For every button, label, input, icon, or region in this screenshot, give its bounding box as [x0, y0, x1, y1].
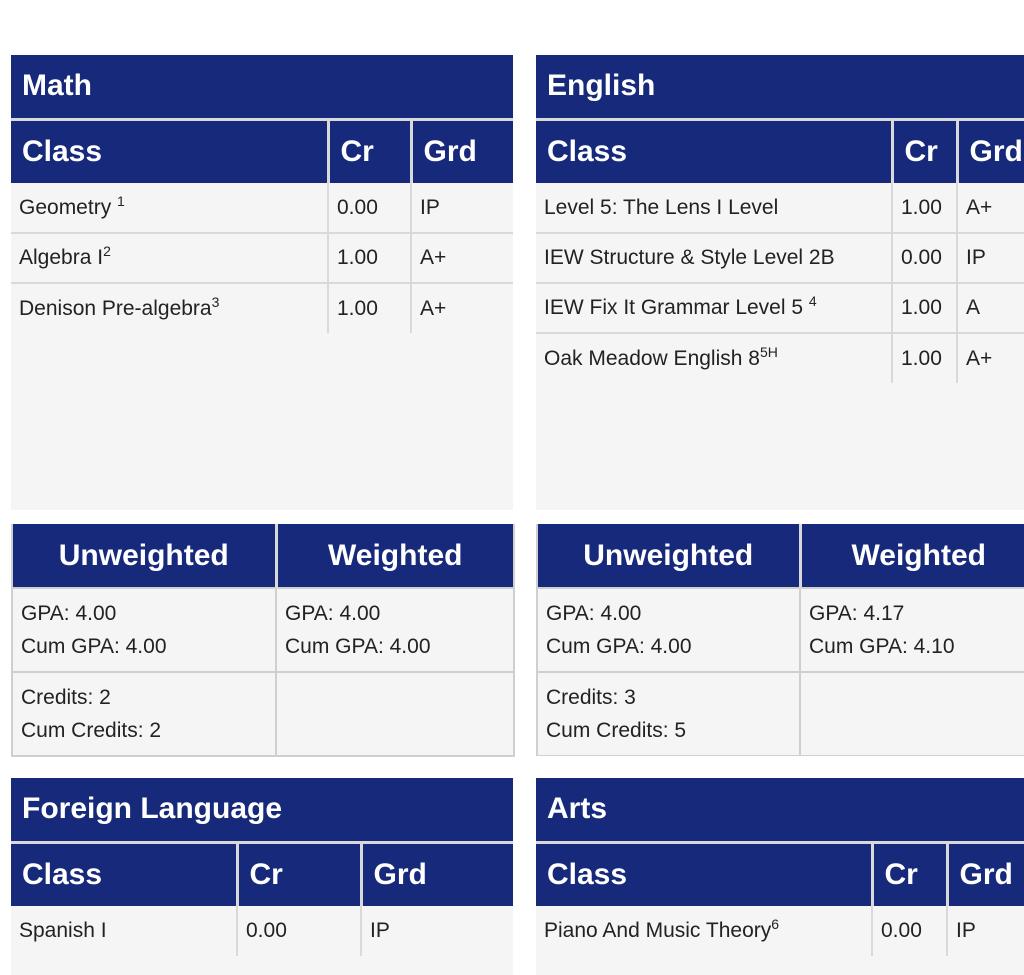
column-header-grade: Grd [957, 119, 1024, 183]
grade-cell: A+ [957, 183, 1024, 233]
column-header-grade: Grd [361, 842, 513, 906]
class-name: Algebra $I^2$ [11, 233, 328, 283]
credits-value: Credits: 2 [21, 686, 111, 709]
credits-cell: 1.00 [892, 183, 957, 233]
credits-cell: 1.00 [328, 283, 411, 333]
empty-cell [800, 672, 1024, 756]
cum-gpa-value: Cum GPA: 4.00 [21, 635, 167, 658]
grade-cell: A+ [411, 233, 513, 283]
credits-cell: 0.00 [237, 906, 361, 956]
class-name: Piano And Music Theory$^6$ [536, 906, 872, 956]
section-title: Arts [536, 778, 1024, 842]
column-header-class: Class [11, 119, 328, 183]
grade-cell: A [957, 283, 1024, 333]
foreign-language-section [11, 778, 513, 975]
footnote-ref[interactable]: 3 [211, 293, 220, 310]
cum-gpa-value: Cum GPA: 4.00 [285, 635, 431, 658]
math-gpa-table [11, 524, 515, 757]
gpa-value: GPA: 4.00 [546, 602, 642, 625]
footnote-ref[interactable]: 5H [759, 343, 778, 360]
section-title: Foreign Language [11, 778, 513, 842]
math-gpa-section [11, 524, 513, 756]
class-name: Level 5: The Lens I Level [536, 183, 892, 233]
class-name: Geometry $^1$ [11, 183, 328, 233]
foreign-language-course-table [11, 778, 513, 956]
credits-cell: 0.00 [328, 183, 411, 233]
credits-cell [537, 672, 800, 756]
credits-value: Credits: 3 [546, 686, 636, 709]
weighted-gpa-cell [276, 588, 514, 672]
cum-credits-value: Cum Credits: 5 [546, 719, 687, 742]
footnote-ref[interactable]: 2 [103, 243, 111, 259]
column-header-credits: Cr [872, 842, 947, 906]
english-gpa-section [536, 524, 1024, 756]
grade-cell: IP [957, 233, 1024, 283]
english-gpa-table [536, 524, 1024, 756]
table-row [536, 333, 1024, 383]
grade-cell: A+ [957, 333, 1024, 383]
column-header-grade: Grd [947, 842, 1024, 906]
section-title: Math [11, 55, 513, 119]
table-row [11, 183, 513, 233]
column-header-class: Class [11, 842, 237, 906]
gpa-value: GPA: 4.17 [809, 602, 905, 625]
column-header-grade: Grd [411, 119, 513, 183]
column-header-class: Class [536, 842, 872, 906]
table-row [11, 233, 513, 283]
weighted-header: Weighted [276, 524, 514, 588]
class-name: Spanish I [11, 906, 237, 956]
column-header-credits: Cr [892, 119, 957, 183]
weighted-gpa-cell [800, 588, 1024, 672]
footnote-ref[interactable]: 1 [117, 192, 125, 209]
table-row [11, 283, 513, 333]
footnote-ref[interactable]: 4 [808, 293, 817, 309]
credits-cell: 1.00 [892, 333, 957, 383]
unweighted-gpa-cell [537, 588, 800, 672]
class-name: Oak Meadow English $8^{5H}$ [536, 333, 892, 383]
grade-cell: IP [411, 183, 513, 233]
column-header-class: Class [536, 119, 892, 183]
section-title: English [536, 55, 1024, 119]
math-section [11, 55, 513, 510]
english-course-table [536, 55, 1024, 383]
empty-cell [276, 672, 514, 756]
gpa-value: GPA: 4.00 [285, 602, 381, 625]
table-row [536, 283, 1024, 333]
unweighted-header: Unweighted [537, 524, 800, 588]
table-row [11, 906, 513, 956]
table-row [536, 233, 1024, 283]
unweighted-gpa-cell [12, 588, 276, 672]
credits-cell: 0.00 [872, 906, 947, 956]
grade-cell: IP [947, 906, 1024, 956]
table-row [536, 906, 1024, 956]
cum-credits-value: Cum Credits: 2 [21, 719, 162, 742]
cum-gpa-value: Cum GPA: 4.00 [546, 635, 692, 658]
credits-cell: 0.00 [892, 233, 957, 283]
credits-cell [12, 672, 276, 756]
english-section [536, 55, 1024, 510]
cum-gpa-value: Cum GPA: 4.10 [809, 635, 955, 658]
column-header-credits: Cr [328, 119, 411, 183]
grade-cell: IP [361, 906, 513, 956]
column-header-credits: Cr [237, 842, 361, 906]
class-name: IEW Fix It Grammar Level 5 $^4$ [536, 283, 892, 333]
math-course-table [11, 55, 513, 333]
weighted-header: Weighted [800, 524, 1024, 588]
unweighted-header: Unweighted [12, 524, 276, 588]
grade-cell: A+ [411, 283, 513, 333]
class-name: Denison Pre-algebra$^3$ [11, 283, 328, 333]
credits-cell: 1.00 [328, 233, 411, 283]
credits-cell: 1.00 [892, 283, 957, 333]
gpa-value: GPA: 4.00 [21, 602, 117, 625]
arts-course-table [536, 778, 1024, 956]
class-name: IEW Structure & Style Level 2B [536, 233, 892, 283]
footnote-ref[interactable]: 6 [771, 916, 780, 932]
arts-section [536, 778, 1024, 975]
table-row [536, 183, 1024, 233]
